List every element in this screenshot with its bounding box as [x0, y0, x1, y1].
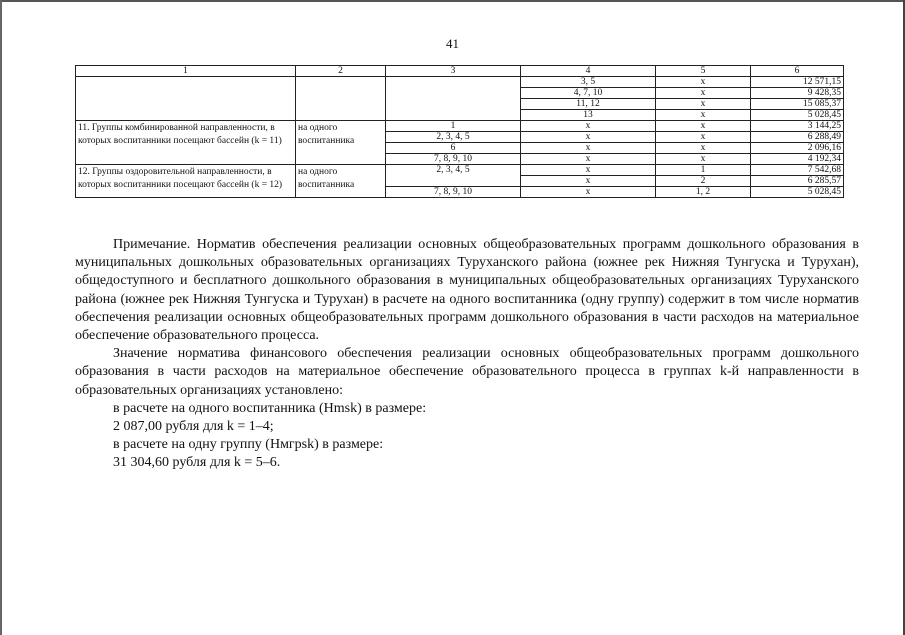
table-cell: 11, 12: [521, 99, 656, 110]
table-cell: x: [656, 143, 751, 154]
table-cell: 7, 8, 9, 10: [386, 154, 521, 165]
table-cell: x: [521, 121, 656, 132]
empty-cell: [296, 77, 386, 121]
table-header-row: [76, 66, 844, 77]
note-section: [75, 236, 859, 473]
scan-border-top: [0, 0, 905, 2]
table-cell: 7, 8, 9, 10: [386, 187, 521, 198]
table-cell: 1: [656, 165, 751, 176]
table-cell: x: [521, 154, 656, 165]
table-cell: 6: [386, 143, 521, 154]
table-cell: 1: [386, 121, 521, 132]
table-row: [76, 165, 844, 176]
unit-cell: на одного воспитанника: [296, 165, 386, 198]
per-child-label: в расчете на одного воспитанника (Hmsk) в размере:: [113, 400, 427, 416]
per-group-value: 31 304,60 рубля для k = 5–6.: [113, 455, 281, 471]
empty-cell: [386, 77, 521, 121]
table-cell: 9 428,35: [751, 88, 844, 99]
table-cell: 5 028,45: [751, 187, 844, 198]
table-cell: 7 542,68: [751, 165, 844, 176]
table-cell: 1, 2: [656, 187, 751, 198]
table-cell: 6 288,49: [751, 132, 844, 143]
unit-cell: на одного воспитанника: [296, 121, 386, 165]
table-cell: 5 028,45: [751, 110, 844, 121]
table-cell: x: [521, 143, 656, 154]
page-number: 41: [446, 36, 459, 51]
table-cell: 2, 3, 4, 5: [386, 132, 521, 143]
table-cell: x: [656, 121, 751, 132]
group-name-cell: 12. Группы оздоровительной направленности, в которых воспитанники посещают бассейн (k = 12): [76, 165, 296, 198]
table-cell: 12 571,15: [751, 77, 844, 88]
table-cell: x: [656, 132, 751, 143]
header-cell: 3: [386, 66, 521, 77]
table-cell: 2: [656, 176, 751, 187]
empty-cell: [76, 77, 296, 121]
header-cell: 4: [521, 66, 656, 77]
table-cell: x: [656, 77, 751, 88]
table-cell: 2, 3, 4, 5: [386, 165, 521, 187]
per-group-label: в расчете на одну группу (Hмгpsk) в размере:: [113, 437, 384, 453]
header-cell: 6: [751, 66, 844, 77]
table-row: [76, 121, 844, 132]
table-cell: x: [656, 99, 751, 110]
header-cell: 2: [296, 66, 386, 77]
header-cell: 1: [76, 66, 296, 77]
table-cell: 4, 7, 10: [521, 88, 656, 99]
table-cell: 3 144,25: [751, 121, 844, 132]
table-cell: x: [656, 110, 751, 121]
table-cell: x: [656, 154, 751, 165]
header-cell: 5: [656, 66, 751, 77]
table-cell: 2 096,16: [751, 143, 844, 154]
group-name-cell: 11. Группы комбинированной направленности, в которых воспитанники посещают бассейн (k = 11): [76, 121, 296, 165]
table-cell: 13: [521, 110, 656, 121]
table-cell: 15 085,37: [751, 99, 844, 110]
scan-border-left: [0, 0, 2, 635]
table-cell: 3, 5: [521, 77, 656, 88]
table-cell: x: [521, 165, 656, 176]
table-cell: x: [521, 187, 656, 198]
note-paragraph: Примечание. Норматив обеспечения реализации основных общеобразовательных программ дошкольного образования в муниципальных дошкольных образовательных организациях Туруханского района (южнее рек Нижняя Тунгуска и Турухан), общедоступного и бесплатного дошкольного образования в муниципальных общеобразовательных организациях Туруханского района (южнее рек Нижняя Тунгуска и Турухан) в расчете на одного воспитанника (одну группу) содержит в том числе норматив обеспечения реализации основных общеобразовательных программ дошкольного образования в части расходов на материальное обеспечение образовательного процесса.: [75, 237, 859, 344]
table-cell: x: [656, 88, 751, 99]
table-cell: x: [521, 176, 656, 187]
per-child-value: 2 087,00 рубля для k = 1–4;: [113, 419, 274, 435]
table-cell: 4 192,34: [751, 154, 844, 165]
norms-table: [75, 65, 844, 198]
table-cell: 6 285,57: [751, 176, 844, 187]
table-row: [76, 77, 844, 88]
norm-value-paragraph: Значение норматива финансового обеспечения реализации основных общеобразовательных программ дошкольного образования в части расходов на материальное обеспечение образовательного процесса в группах k-й направленности в образовательных организациях установлено:: [75, 346, 859, 398]
table-cell: x: [521, 132, 656, 143]
